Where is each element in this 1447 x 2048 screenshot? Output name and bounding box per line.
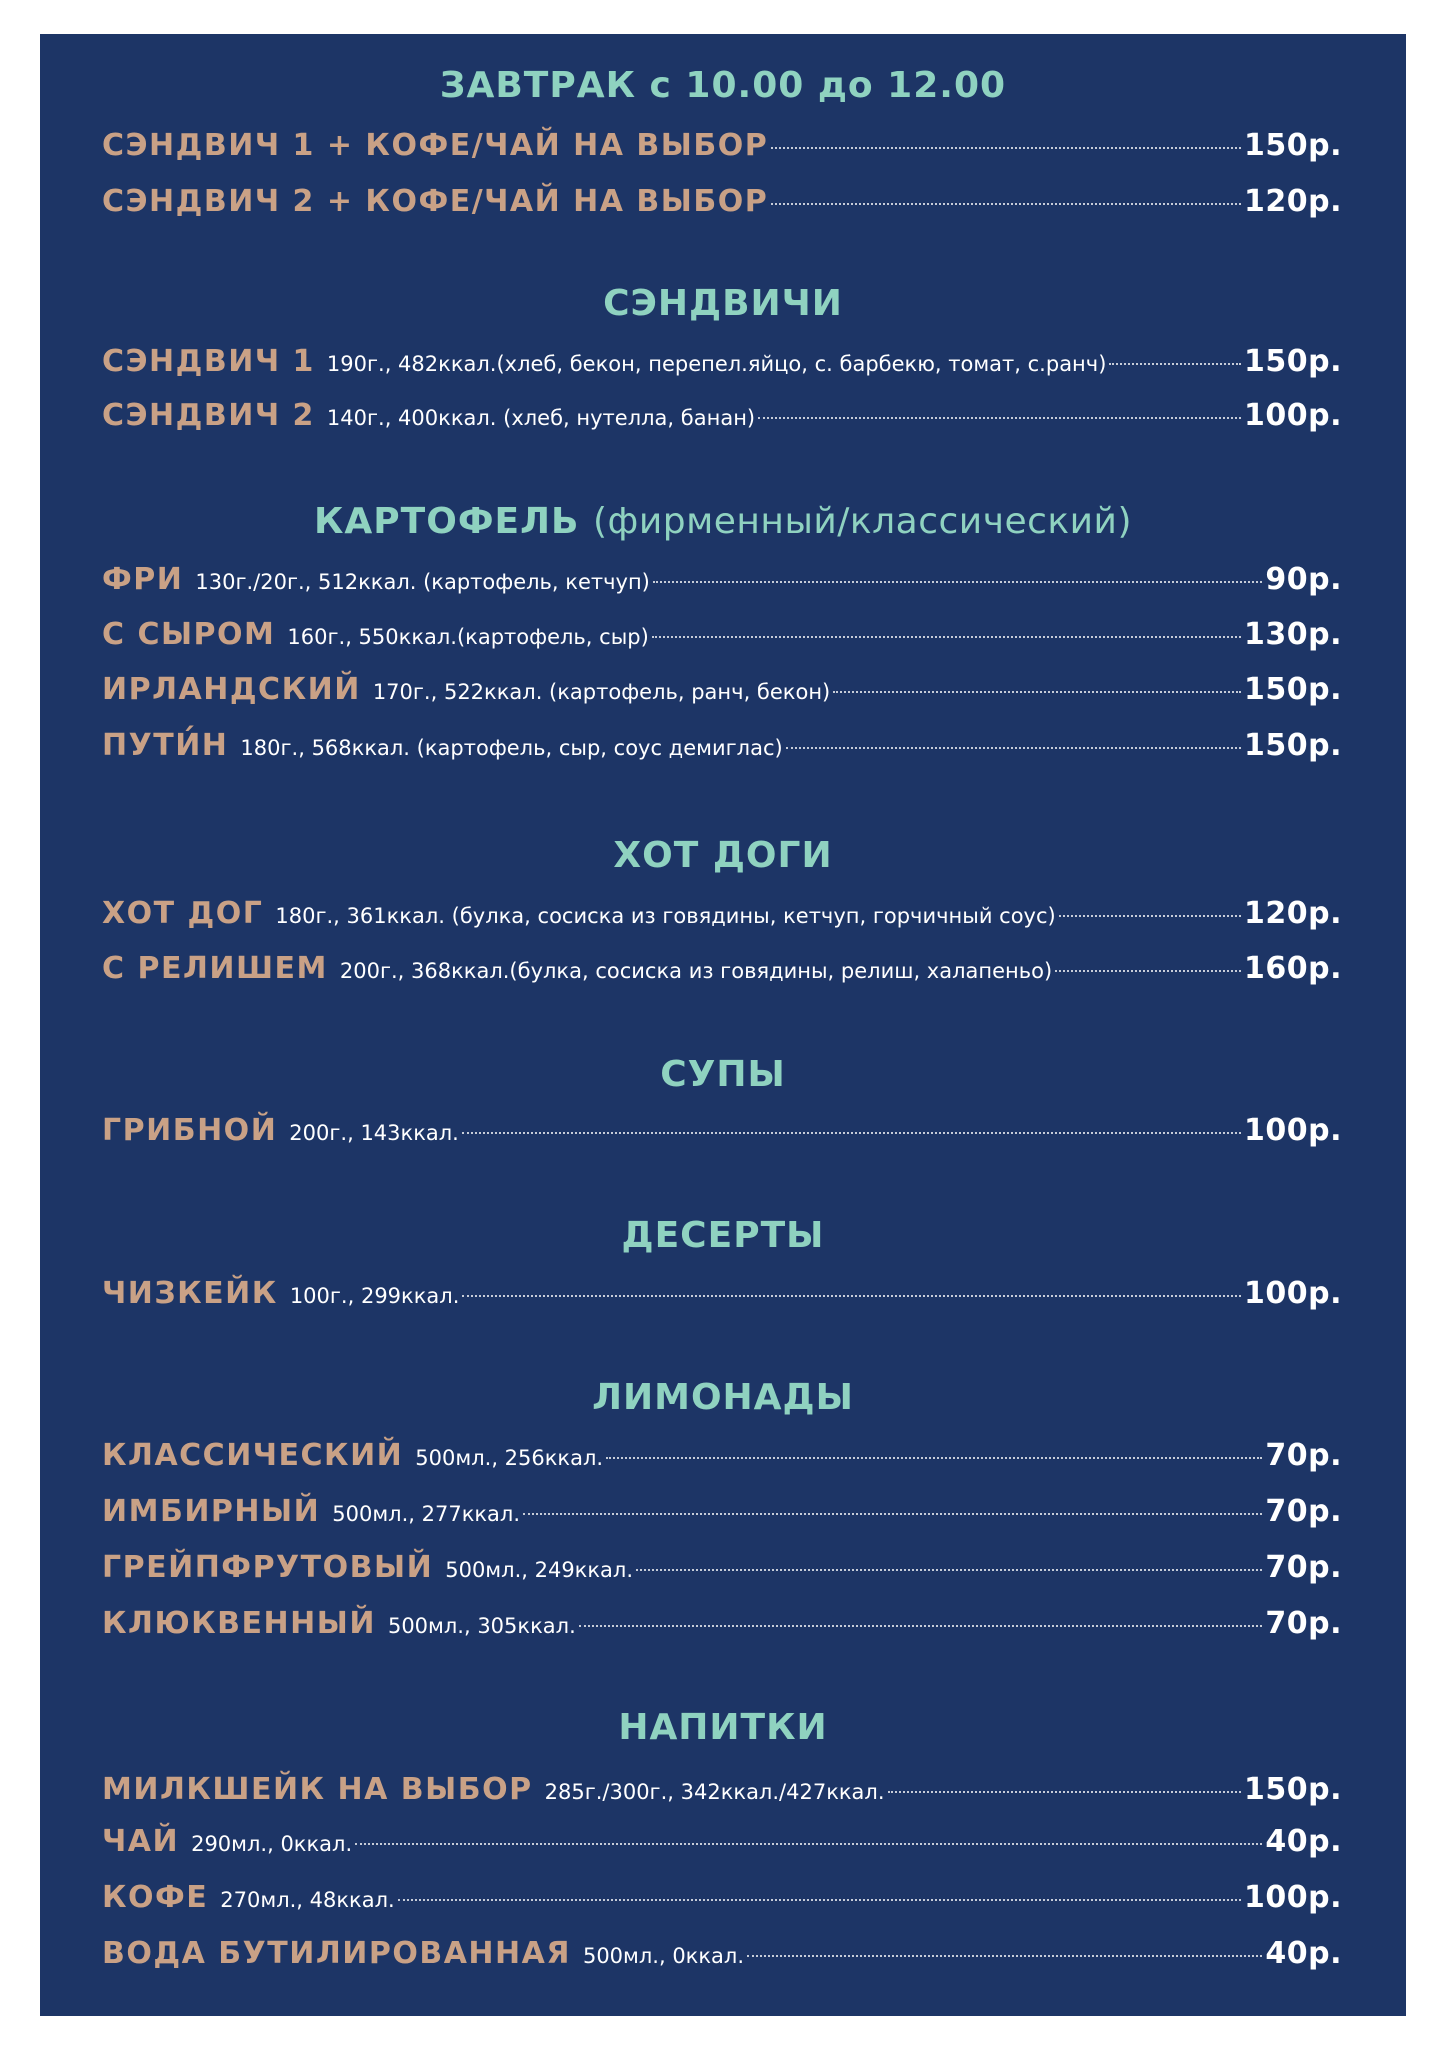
section-title [40, 1706, 1406, 1750]
dotted-leader [771, 203, 1241, 205]
item-name: СЭНДВИЧ 1 [102, 344, 315, 379]
dotted-leader [462, 1295, 1241, 1297]
dotted-leader [579, 1625, 1263, 1627]
item-price: 70р. [1265, 1550, 1342, 1585]
item-price: 100р. [1244, 398, 1342, 433]
section-subtitle: (фирменный/классический) [593, 501, 1132, 542]
item-description: 290мл., 0ккал. [191, 1832, 353, 1856]
item-description: 200г., 143ккал. [289, 1121, 459, 1145]
dotted-leader [606, 1457, 1262, 1459]
section-title [40, 500, 1406, 544]
item-name: ФРИ [102, 562, 184, 597]
dotted-leader [747, 1955, 1262, 1957]
item-name: ЧАЙ [102, 1824, 180, 1859]
item-name: С РЕЛИШЕМ [102, 951, 328, 986]
item-name: ЧИЗКЕЙК [102, 1276, 278, 1311]
item-description: 500мл., 277ккал. [332, 1502, 521, 1526]
item-name: ИРЛАНДСКИЙ [102, 672, 361, 707]
menu-item [102, 728, 1342, 768]
item-name: ВОДА БУТИЛИРОВАННАЯ [102, 1936, 571, 1971]
item-price: 70р. [1265, 1606, 1342, 1641]
item-price: 70р. [1265, 1494, 1342, 1529]
item-description: 190г., 482ккал.(хлеб, бекон, перепел.яйцо, с. барбекю, томат, с.ранч) [326, 352, 1107, 376]
menu-item [102, 1936, 1342, 1976]
section-title-text: КАРТОФЕЛЬ [313, 501, 580, 542]
dotted-leader [462, 1132, 1241, 1134]
menu-item [102, 562, 1342, 602]
item-description: 130г./20г., 512ккал. (картофель, кетчуп) [195, 570, 650, 594]
item-name: ИМБИРНЫЙ [102, 1494, 321, 1529]
menu-item [102, 896, 1342, 936]
item-description: 180г., 568ккал. (картофель, сыр, соус демиглас) [240, 736, 783, 760]
dotted-leader [771, 147, 1241, 149]
item-description: 100г., 299ккал. [289, 1284, 460, 1308]
dotted-leader [758, 417, 1241, 419]
section-title [40, 1376, 1406, 1420]
item-description: 160г., 550ккал.(картофель, сыр) [287, 625, 649, 649]
item-description: 170г., 522ккал. (картофель, ранч, бекон) [372, 680, 831, 704]
menu-item [102, 344, 1342, 384]
menu-item [102, 184, 1342, 224]
item-name: С СЫРОМ [102, 617, 276, 652]
item-description: 285г./300г., 342ккал./427ккал. [544, 1780, 885, 1804]
section-title [40, 1053, 1406, 1097]
menu-item [102, 1550, 1342, 1590]
item-price: 150р. [1244, 1772, 1342, 1807]
item-price: 40р. [1265, 1824, 1342, 1859]
item-price: 100р. [1244, 1113, 1342, 1148]
dotted-leader [636, 1569, 1262, 1571]
menu-item [102, 1606, 1342, 1646]
item-price: 130р. [1244, 617, 1342, 652]
item-description: 500мл., 305ккал. [387, 1614, 576, 1638]
item-name: КЛЮКВЕННЫЙ [102, 1606, 376, 1641]
menu-item [102, 951, 1342, 991]
item-name: МИЛКШЕЙК НА ВЫБОР [102, 1772, 533, 1807]
dotted-leader [653, 581, 1263, 583]
menu-item [102, 617, 1342, 657]
item-name: ГРЕЙПФРУТОВЫЙ [102, 1550, 434, 1585]
item-name: КОФЕ [102, 1880, 209, 1915]
dotted-leader [1055, 970, 1241, 972]
item-description: 500мл., 249ккал. [445, 1558, 634, 1582]
section-title-text: СЭНДВИЧИ [603, 283, 843, 324]
dotted-leader [398, 1899, 1241, 1901]
item-name: ПУТИ́Н [102, 728, 229, 763]
menu-item [102, 1824, 1342, 1864]
section-title [40, 834, 1406, 878]
item-name: ГРИБНОЙ [102, 1113, 278, 1148]
section-title-text: ДЕСЕРТЫ [621, 1215, 825, 1256]
item-name: СЭНДВИЧ 1 + КОФЕ/ЧАЙ НА ВЫБОР [102, 128, 769, 163]
menu-item [102, 1113, 1342, 1153]
dotted-leader [888, 1791, 1241, 1793]
item-price: 150р. [1244, 672, 1342, 707]
item-name: КЛАССИЧЕСКИЙ [102, 1438, 404, 1473]
item-price: 40р. [1265, 1936, 1342, 1971]
item-description: 270мл., 48ккал. [220, 1888, 395, 1912]
item-description: 180г., 361ккал. (булка, сосиска из говядины, кетчуп, горчичный соус) [275, 904, 1056, 928]
section-title [40, 282, 1406, 326]
item-price: 70р. [1265, 1438, 1342, 1473]
menu-item [102, 1880, 1342, 1920]
item-price: 120р. [1244, 184, 1342, 219]
item-description: 200г., 368ккал.(булка, сосиска из говядины, релиш, халапеньо) [339, 959, 1053, 983]
menu-item [102, 1494, 1342, 1534]
section-title-text: СУПЫ [660, 1054, 786, 1095]
item-description: 500мл., 256ккал. [415, 1446, 604, 1470]
item-name: СЭНДВИЧ 2 [102, 398, 315, 433]
item-price: 160р. [1244, 951, 1342, 986]
dotted-leader [523, 1513, 1262, 1515]
section-title-text: ХОТ ДОГИ [613, 835, 833, 876]
menu-item [102, 398, 1342, 438]
menu-panel [40, 34, 1406, 2016]
item-price: 150р. [1244, 728, 1342, 763]
item-price: 120р. [1244, 896, 1342, 931]
menu-item [102, 1276, 1342, 1316]
section-title [40, 64, 1406, 108]
item-price: 100р. [1244, 1276, 1342, 1311]
menu-item [102, 672, 1342, 712]
item-name: ХОТ ДОГ [102, 896, 264, 931]
menu-item [102, 128, 1342, 168]
item-description: 500мл., 0ккал. [582, 1944, 745, 1968]
section-title-text: ЛИМОНАДЫ [592, 1377, 854, 1418]
item-price: 100р. [1244, 1880, 1342, 1915]
section-title-text: ЗАВТРАК с 10.00 до 12.00 [439, 65, 1007, 106]
dotted-leader [355, 1843, 1262, 1845]
section-title [40, 1214, 1406, 1258]
item-price: 90р. [1265, 562, 1342, 597]
dotted-leader [833, 691, 1241, 693]
item-price: 150р. [1244, 344, 1342, 379]
dotted-leader [786, 747, 1241, 749]
dotted-leader [1059, 915, 1241, 917]
menu-item [102, 1772, 1342, 1812]
item-description: 140г., 400ккал. (хлеб, нутелла, банан) [326, 406, 756, 430]
menu-item [102, 1438, 1342, 1478]
item-price: 150р. [1244, 128, 1342, 163]
dotted-leader [1109, 363, 1241, 365]
dotted-leader [652, 636, 1241, 638]
item-name: СЭНДВИЧ 2 + КОФЕ/ЧАЙ НА ВЫБОР [102, 184, 769, 219]
section-title-text: НАПИТКИ [618, 1707, 828, 1748]
